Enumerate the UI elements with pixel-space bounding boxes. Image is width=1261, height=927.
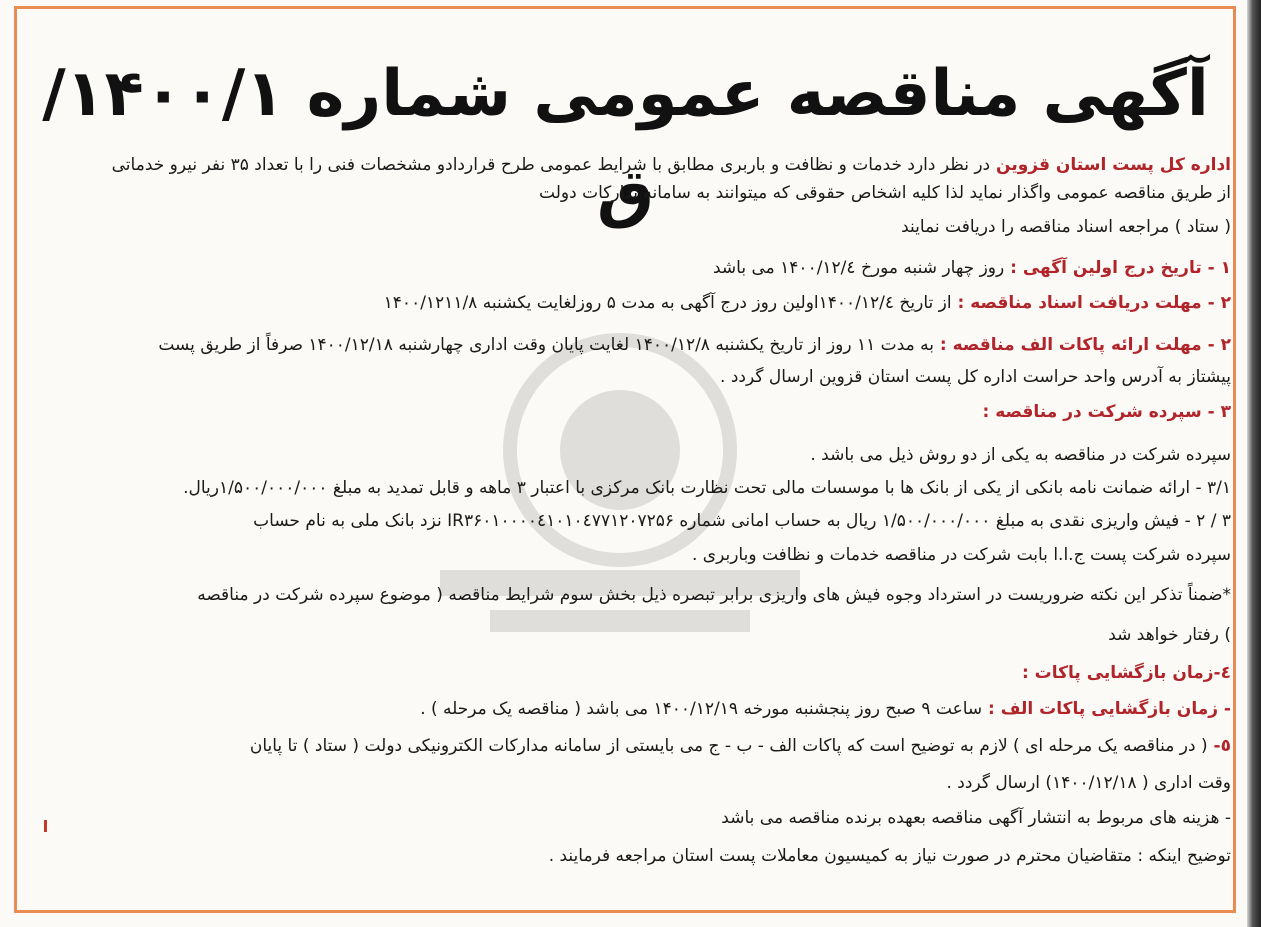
notice-line <box>36 397 1231 427</box>
notice-line <box>36 506 1231 536</box>
notice-text: سپرده شرکت پست ج.ا.ا بابت شرکت در مناقصه خدمات و نظافت وباربری . <box>692 545 1231 565</box>
notice-line <box>36 288 1231 318</box>
notice-heading: اداره کل پست استان قزوین <box>990 155 1231 175</box>
notice-text: ) رفتار خواهد شد <box>1108 625 1231 645</box>
notice-text: از طریق مناقصه عمومی واگذار نماید لذا کلیه اشخاص حقوقی که میتوانند به سامانه تدارکات دولت <box>539 183 1231 203</box>
notice-heading: - زمان بازگشایی پاکات الف : <box>982 699 1231 719</box>
notice-text: توضیح اینکه : متقاضیان محترم در صورت نیاز به کمیسیون معاملات پست استان مراجعه فرمایند . <box>548 846 1231 866</box>
notice-line <box>36 150 1231 180</box>
notice-text: ( ستاد ) مراجعه اسناد مناقصه را دریافت نمایند <box>901 217 1231 237</box>
notice-line <box>36 253 1231 283</box>
notice-text: ۳/۱ - ارائه ضمانت نامه بانکی از یکی از بانک ها با موسسات مالی تحت نظارت بانک مرکزی با اعتبار ۳ ماهه و قابل تمدید به مبلغ ۱/۵۰۰/۰۰۰/۰۰۰ریال. <box>183 478 1231 498</box>
notice-text: *ضمناً تذکر این نکته ضروریست در استرداد وجوه فیش های واریزی برابر تبصره ذیل بخش سوم شرایط مناقصه ( موضوع سپرده شرکت در مناقصه <box>197 585 1231 605</box>
notice-line <box>36 658 1231 688</box>
notice-line <box>36 731 1231 761</box>
notice-heading: ٤-زمان بازگشایی پاکات : <box>1021 663 1231 683</box>
notice-line <box>36 440 1231 470</box>
scan-edge <box>1247 0 1261 927</box>
notice-line <box>36 803 1231 833</box>
notice-line <box>36 768 1231 798</box>
notice-title: آگهی مناقصه عمومی شماره ۱۴۰۰/۱/ق <box>42 57 1209 231</box>
notice-line <box>36 330 1231 360</box>
notice-text: - هزینه های مربوط به انتشار آگهی مناقصه بعهده برنده مناقصه می باشد <box>721 808 1231 828</box>
notice-heading: ۱ - تاریخ درج اولین آگهی : <box>1004 258 1231 278</box>
notice-text: روز چهار شنبه مورخ ۱۴۰۰/۱۲/٤ می باشد <box>713 258 1005 278</box>
notice-line <box>36 841 1231 871</box>
notice-text: سپرده شرکت در مناقصه به یکی از دو روش ذیل می باشد . <box>810 445 1231 465</box>
notice-text: به مدت ۱۱ روز از تاریخ یکشنبه ۱۴۰۰/۱۲/۸ لغایت پایان وقت اداری چهارشنبه ۱۴۰۰/۱۲/۱۸ صرفاً از طریق پست <box>158 335 934 355</box>
notice-line <box>36 473 1231 503</box>
notice-text: ساعت ۹ صبح روز پنجشنبه مورخه ۱۴۰۰/۱۲/۱۹ می باشد ( مناقصه یک مرحله ) . <box>420 699 983 719</box>
notice-text: وقت اداری ( ۱۴۰۰/۱۲/۱۸) ارسال گردد . <box>946 773 1231 793</box>
notice-line <box>36 362 1231 392</box>
notice-line <box>36 212 1231 242</box>
notice-heading: ۲ - مهلت ارائه پاکات الف مناقصه : <box>933 335 1231 355</box>
notice-line <box>36 540 1231 570</box>
notice-line <box>36 694 1231 724</box>
notice-line <box>36 620 1231 650</box>
notice-line <box>36 178 1231 208</box>
notice-text: از تاریخ ۱۴۰۰/۱۲/٤اولین روز درج آگهی به مدت ۵ روزلغایت یکشنبه ۱۴۰۰/۱۲۱۱/۸ <box>383 293 952 313</box>
notice-text: پیشتاز به آدرس واحد حراست اداره کل پست استان قزوین ارسال گردد . <box>720 367 1231 387</box>
notice-heading: ۳ - سپرده شرکت در مناقصه : <box>982 402 1231 422</box>
notice-heading: ۲ - مهلت دریافت اسناد مناقصه : <box>951 293 1231 313</box>
notice-heading: ٥- <box>1207 736 1231 756</box>
notice-line <box>36 580 1231 610</box>
notice-text: در نظر دارد خدمات و نظافت و باربری مطابق با شرایط عمومی طرح قراردادو مشخصات فنی را با تعداد ۳۵ نفر نیرو خدماتی <box>111 155 991 175</box>
notice-text: ( در مناقصه یک مرحله ای ) لازم به توضیح است که پاکات الف - ب - ج می بایستی از سامانه مدارکات الکترونیکی دولت ( ستاد ) تا پایان <box>249 736 1208 756</box>
notice-text: ۳ / ۲ - فیش واریزی نقدی به مبلغ ۱/۵۰۰/۰۰۰/۰۰۰ ریال به حساب امانی شماره IR۳۶۰۱۰۰۰۰٤۱۰۱۰٤۷۷۱۲۰۷۲۵۶ نزد بانک ملی به نام حساب <box>253 511 1231 531</box>
margin-mark <box>44 820 47 832</box>
